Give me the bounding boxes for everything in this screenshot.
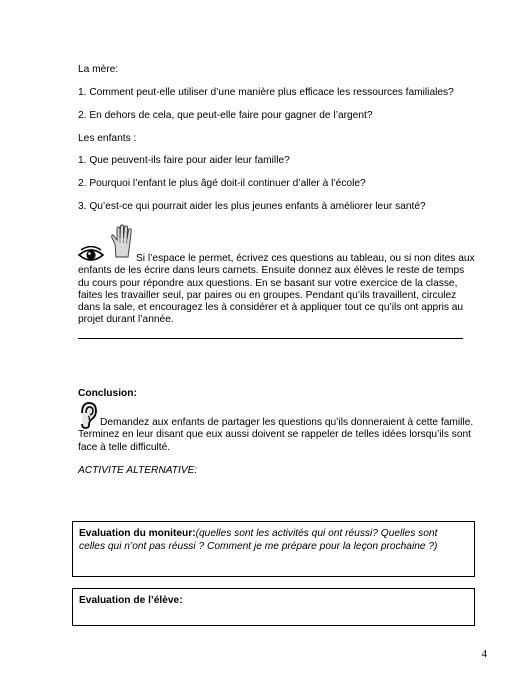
children-heading: Les enfants : [78, 133, 137, 144]
mother-question-1: 1. Comment peut-elle utiliser d’une manière plus efficace les ressources familiales? [78, 87, 454, 98]
instructions-line-1: Si l’espace le permet, écrivez ces questions au tableau, ou si non dites aux [136, 253, 475, 264]
mother-question-2: 2. En dehors de cela, que peut-elle faire pour gagner de l’argent? [78, 110, 373, 121]
mother-heading: La mère: [78, 64, 119, 75]
student-evaluation-label: Evaluation de l’élève: [79, 595, 183, 606]
teacher-evaluation-text-2: celles qui n’ont pas réussi ? Comment je me prépare pour la leçon prochaine ?) [79, 541, 438, 552]
conclusion-heading: Conclusion: [78, 388, 137, 399]
horizontal-divider [78, 338, 463, 339]
page-number: 4 [481, 648, 487, 660]
conclusion-line-3: face à telle difficulté. [78, 441, 171, 453]
teacher-evaluation-box [72, 521, 475, 577]
instructions-line-6: projet durant l’année. [78, 314, 174, 326]
children-question-2: 2. Pourquoi l’enfant le plus âgé doit-il continuer d’aller à l’école? [78, 178, 366, 189]
teacher-evaluation-text-1: (quelles sont les activités qui ont réussi? Quelles sont [195, 528, 438, 539]
children-question-3: 3. Qu’est-ce qui pourrait aider les plus jeunes enfants à améliorer leur santé? [78, 201, 426, 212]
instructions-line-3: du cours pour répondre aux questions. En se basant sur votre exercice de la classe, [78, 277, 458, 289]
teacher-evaluation-label: Evaluation du moniteur: [79, 528, 196, 539]
conclusion-line-2: Terminez en leur disant que eux aussi doivent se rappeler de telles idées lorsqu’ils sont [78, 429, 472, 441]
instructions-line-2: enfants de les écrire dans leurs carnets. Ensuite donnez aux élèves le reste de temps [78, 265, 465, 277]
alternative-activity-heading: ACTIVITE ALTERNATIVE: [78, 465, 198, 476]
children-question-1: 1. Que peuvent-ils faire pour aider leur famille? [78, 155, 290, 166]
conclusion-paragraph [78, 417, 483, 454]
instructions-line-4: faites les travailler seul, par paires ou en groupes. Pendant qu’ils travaillent, circulez [78, 289, 457, 301]
conclusion-line-1: Demandez aux enfants de partager les questions qu’ils donneraient à cette famille. [100, 417, 474, 428]
instructions-line-5: dans la sale, et encouragez les à considérer et à appliquer tout ce qu’ils ont appris au [78, 302, 464, 314]
instructions-paragraph [78, 253, 478, 327]
student-evaluation-box [72, 588, 475, 626]
